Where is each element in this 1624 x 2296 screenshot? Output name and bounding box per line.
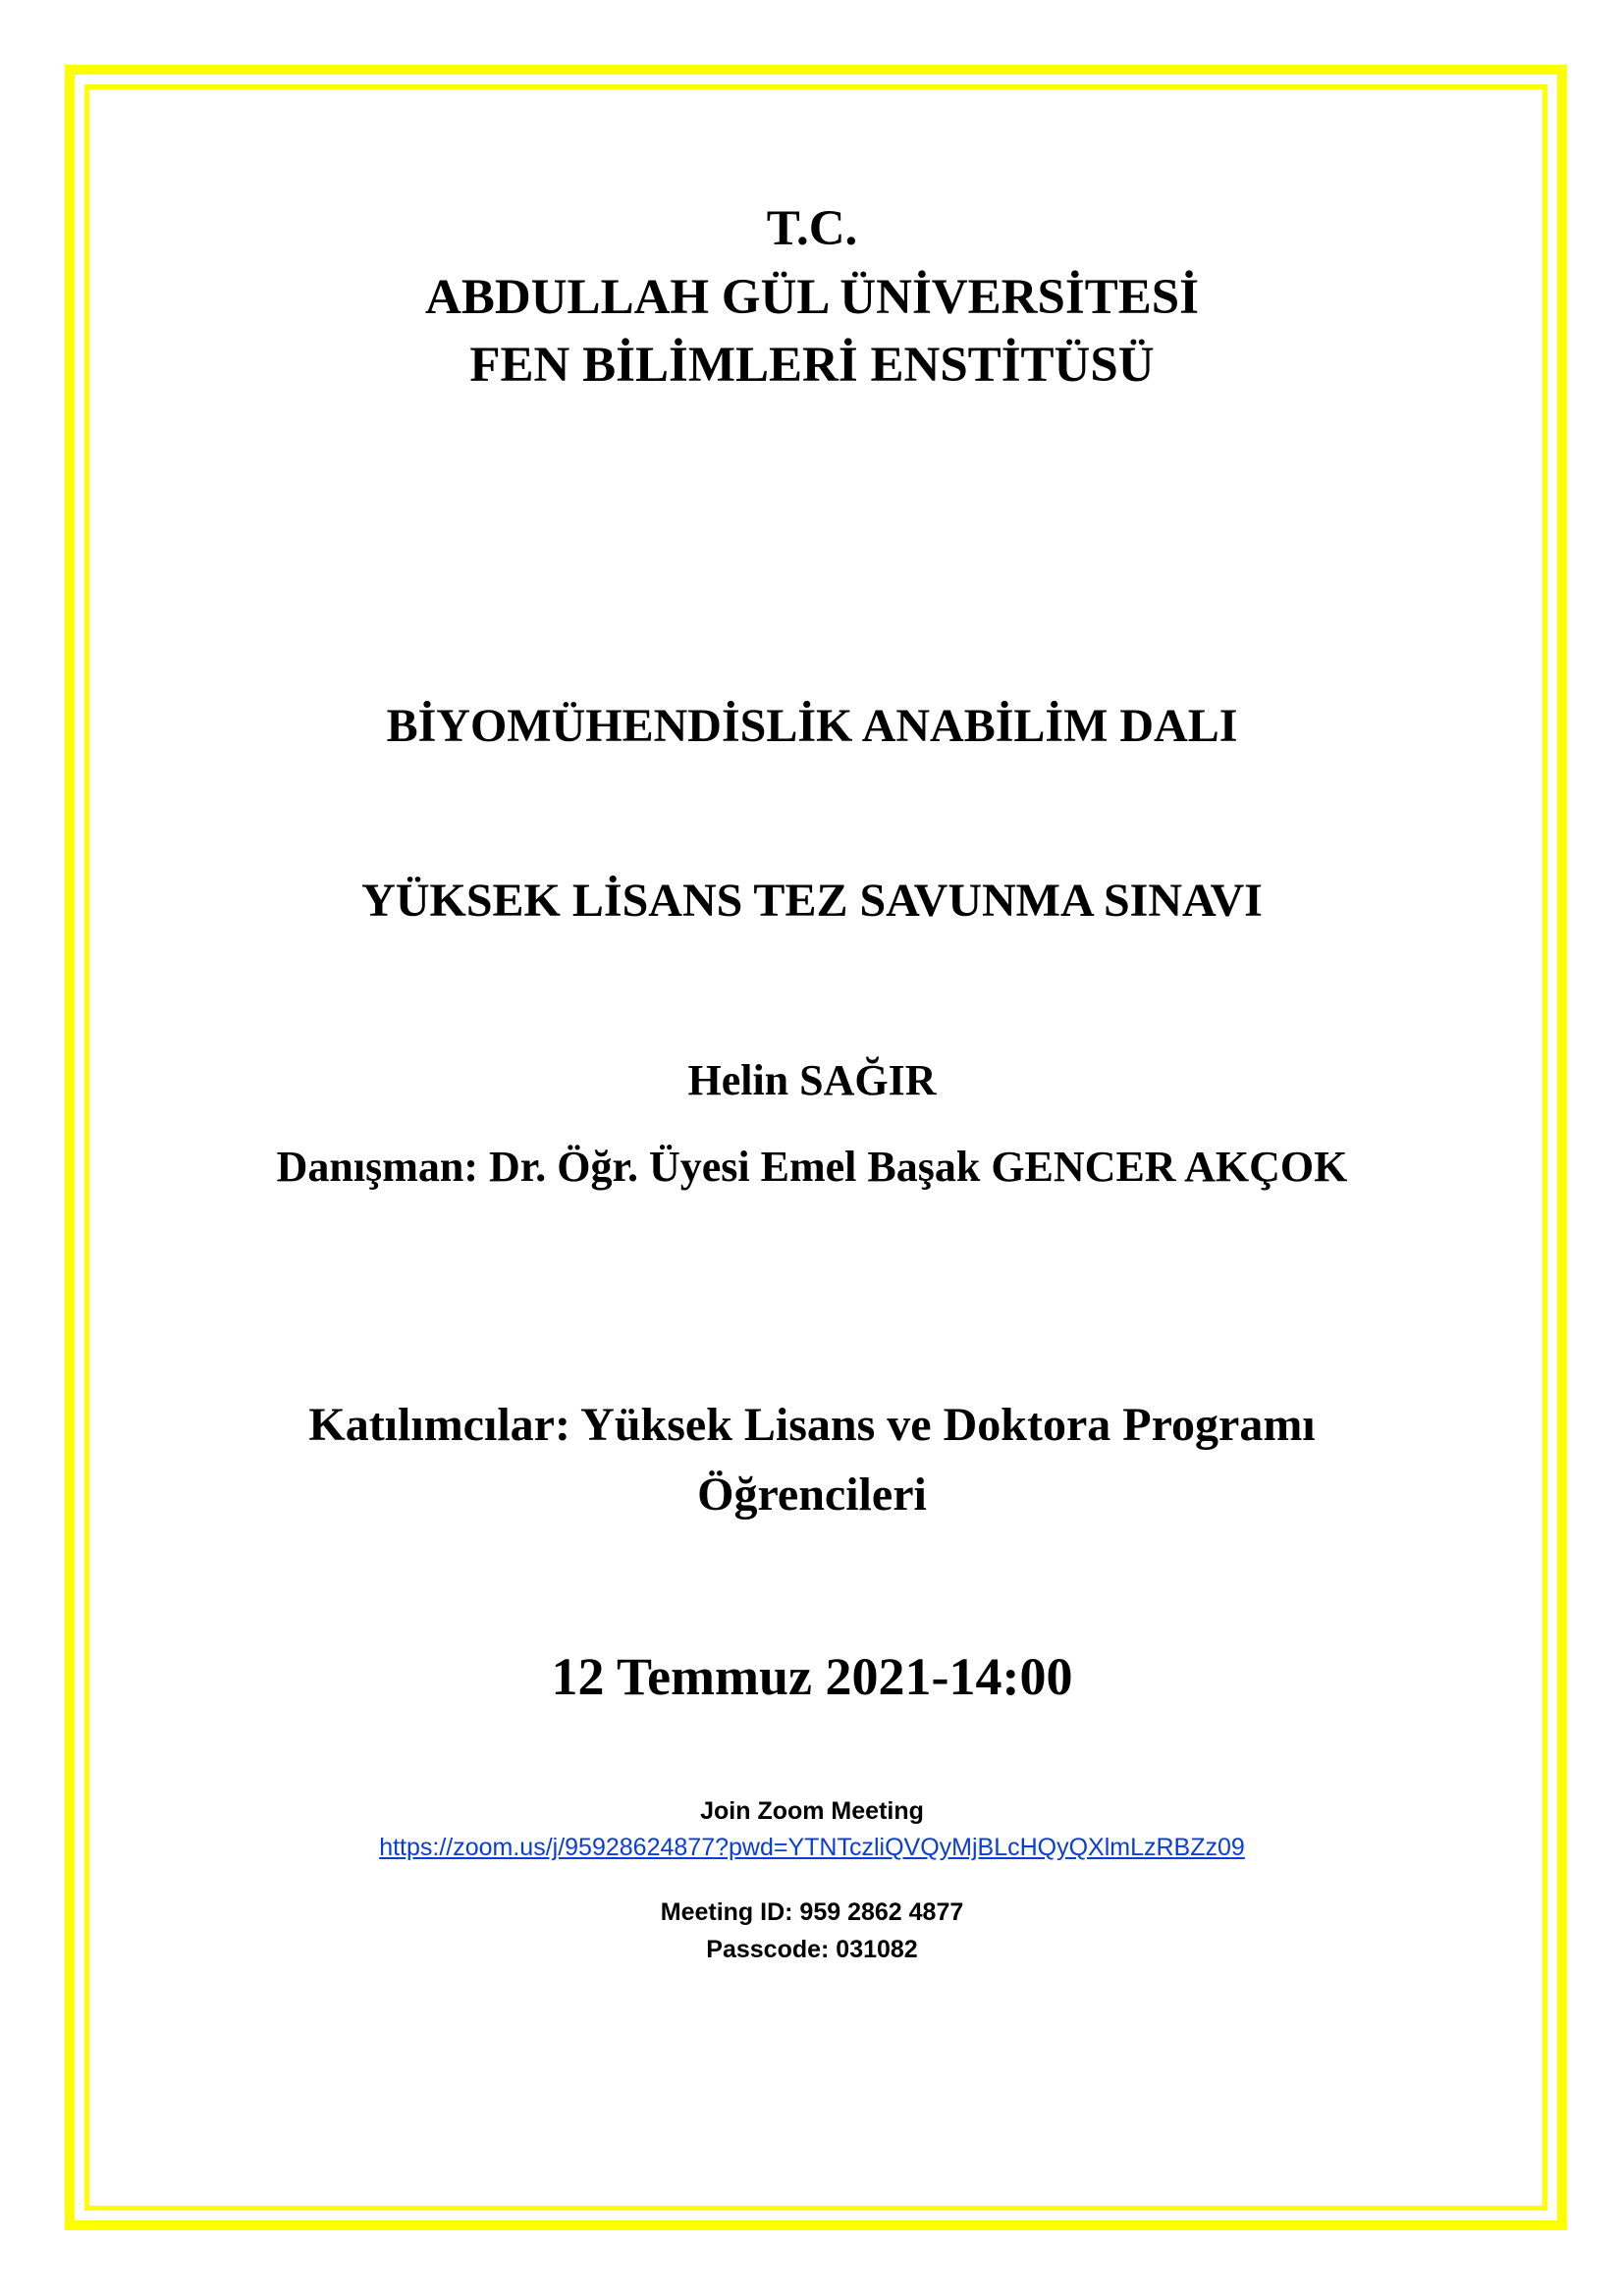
zoom-meeting-link[interactable]: https://zoom.us/j/95928624877?pwd=YTNTczliQVQyMjBLcHQyQXlmLzRBZz09: [379, 1834, 1245, 1861]
header-institute: FEN BİLİMLERİ ENSTİTÜSÜ: [469, 338, 1155, 393]
candidate-name: Helin SAĞIR: [687, 1056, 937, 1104]
date-time: 12 Temmuz 2021-14:00: [551, 1647, 1073, 1706]
header-university: ABDULLAH GÜL ÜNİVERSİTESİ: [425, 270, 1199, 325]
advisor-line: Danışman: Dr. Öğr. Üyesi Emel Başak GENCER AKÇOK: [276, 1143, 1348, 1191]
zoom-passcode: Passcode: 031082: [706, 1936, 918, 1963]
zoom-link-row: [0, 1832, 1624, 1863]
department-title: BİYOMÜHENDİSLİK ANABİLİM DALI: [386, 700, 1238, 752]
participants-line-2: Öğrencileri: [697, 1468, 927, 1521]
zoom-meeting-id: Meeting ID: 959 2862 4877: [660, 1898, 964, 1926]
header-tc: T.C.: [766, 201, 858, 256]
participants-line-1: Katılımcılar: Yüksek Lisans ve Doktora Programı: [308, 1399, 1316, 1451]
zoom-join-label: Join Zoom Meeting: [700, 1797, 924, 1825]
exam-title: YÜKSEK LİSANS TEZ SAVUNMA SINAVI: [361, 875, 1263, 927]
